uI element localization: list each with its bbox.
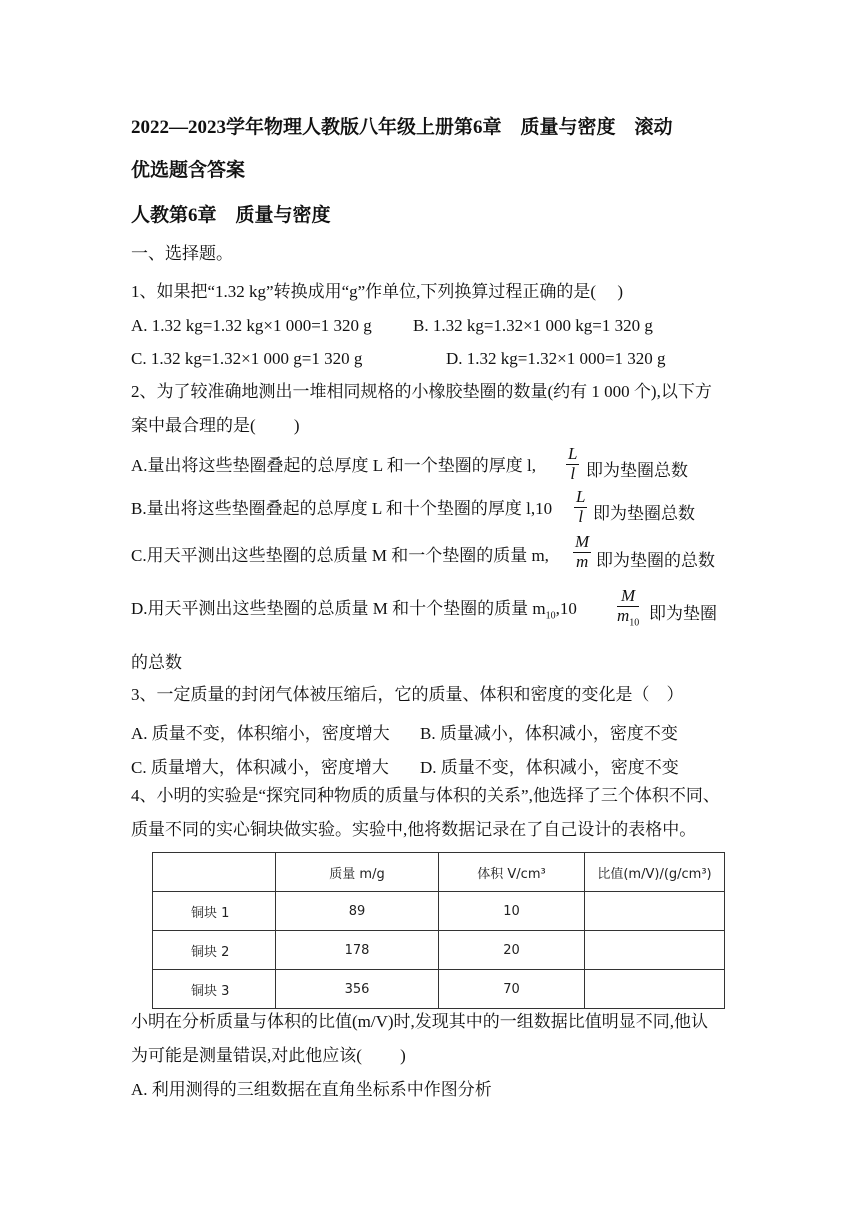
fraction-numerator: L: [576, 487, 586, 506]
fraction-denominator: m: [575, 551, 589, 571]
q1-option-a: A. 1.32 kg=1.32 kg×1 000=1 320 g: [131, 316, 372, 335]
table-cell: 356: [276, 970, 439, 1009]
table-row: [153, 892, 725, 931]
table-row: [153, 970, 725, 1009]
doc-title-line2: 优选题含答案: [131, 160, 246, 181]
table-cell: [585, 970, 725, 1009]
q3-option-b: B. 质量减小，体积减小，密度不变: [420, 724, 678, 743]
table-cell: 70: [439, 970, 585, 1009]
table-header-cell: [153, 853, 276, 892]
doc-title-line1: 2022—2023学年物理人教版八年级上册第6章 质量与密度 滚动: [131, 117, 673, 138]
q2-option-c-tail: 即为垫圈的总数: [596, 551, 715, 570]
fraction-denominator-subscript: 10: [629, 617, 640, 629]
table-row: [153, 931, 725, 970]
q2-option-b-tail: 即为垫圈总数: [593, 504, 695, 523]
q1-option-c: C. 1.32 kg=1.32×1 000 g=1 320 g: [131, 349, 363, 368]
fraction-denominator: l: [578, 506, 584, 526]
q2-option-c-text: C.用天平测出这些垫圈的总质量 M 和一个垫圈的质量 m,: [131, 546, 549, 565]
q3-option-a: A. 质量不变，体积缩小，密度增大: [131, 724, 390, 743]
q4-stem-line1: 4、小明的实验是“探究同种物质的质量与体积的关系”,他选择了三个体积不同、: [131, 786, 720, 805]
q4-after-line1: 小明在分析质量与体积的比值(m/V)时,发现其中的一组数据比值明显不同,他认: [131, 1012, 709, 1031]
fraction-denominator: [617, 607, 639, 628]
fraction-numerator: M: [575, 532, 590, 551]
q2-option-d-text: D.用天平测出这些垫圈的总质量 M 和十个垫圈的质量 m: [131, 599, 546, 618]
q2-option-a-tail: 即为垫圈总数: [586, 461, 688, 480]
table-cell: 铜块 3: [153, 970, 276, 1009]
q2-option-d-tail: 即为垫圈: [649, 604, 717, 623]
q2-option-b: [131, 499, 552, 519]
q3-option-c: C. 质量增大，体积减小，密度增大: [131, 758, 389, 777]
table-cell: 铜块 1: [153, 892, 276, 931]
q4-stem-line2: 质量不同的实心铜块做实验。实验中,他将数据记录在了自己设计的表格中。: [131, 820, 697, 839]
table-cell: 铜块 2: [153, 931, 276, 970]
q1-option-b: B. 1.32 kg=1.32×1 000 kg=1 320 g: [413, 316, 653, 335]
q4-option-a: A. 利用测得的三组数据在直角坐标系中作图分析: [131, 1080, 492, 1099]
q4-after-line2: 为可能是测量错误,对此他应该( ): [131, 1046, 406, 1065]
table-header-cell: 比值(m/V)/(g/cm³): [585, 853, 725, 892]
q2-stem-line2: 案中最合理的是( ): [131, 416, 300, 435]
q2-option-d-fraction: [617, 587, 639, 628]
table-cell: 10: [439, 892, 585, 931]
table-header-row: [153, 853, 725, 892]
q2-option-c: [131, 546, 549, 566]
q2-option-d-tail2: 的总数: [131, 653, 182, 672]
q2-option-a: [131, 456, 536, 476]
fraction-denominator: l: [570, 463, 576, 483]
table-cell: 20: [439, 931, 585, 970]
q1-option-d: D. 1.32 kg=1.32×1 000=1 320 g: [446, 349, 666, 368]
q1-stem: 1、如果把“1.32 kg”转换成用“g”作单位,下列换算过程正确的是( ): [131, 282, 624, 301]
table-cell: 178: [276, 931, 439, 970]
section-heading: 一、选择题。: [131, 244, 233, 263]
table-cell: 89: [276, 892, 439, 931]
q3-stem: 3、一定质量的封闭气体被压缩后，它的质量、体积和密度的变化是（ ）: [131, 685, 684, 704]
q3-option-d: D. 质量不变，体积减小，密度不变: [420, 758, 679, 777]
q2-option-b-text: B.量出将这些垫圈叠起的总厚度 L 和十个垫圈的厚度 l,10: [131, 499, 553, 518]
fraction-numerator: L: [568, 444, 578, 463]
q2-option-d-subscript: 10: [545, 610, 556, 622]
q2-stem-line1: 2、为了较准确地测出一堆相同规格的小橡胶垫圈的数量(约有 1 000 个),以下方: [131, 382, 712, 401]
q2-option-d: [131, 599, 577, 622]
chapter-heading: 人教第6章 质量与密度: [131, 205, 331, 226]
table-header-cell: 体积 V/cm³: [439, 853, 585, 892]
fraction-denominator-letter: m: [617, 605, 630, 625]
q2-option-c-fraction: [573, 533, 591, 571]
q2-option-a-fraction: [566, 445, 579, 483]
table-cell: [585, 931, 725, 970]
q2-option-d-text2: ,10: [555, 599, 577, 618]
data-table: [152, 852, 725, 1009]
q2-option-a-text: A.量出将这些垫圈叠起的总厚度 L 和一个垫圈的厚度 l,: [131, 456, 537, 475]
table-header-cell: 质量 m/g: [276, 853, 439, 892]
table-cell: [585, 892, 725, 931]
fraction-numerator: M: [617, 587, 639, 607]
q2-option-b-fraction: [574, 488, 587, 526]
